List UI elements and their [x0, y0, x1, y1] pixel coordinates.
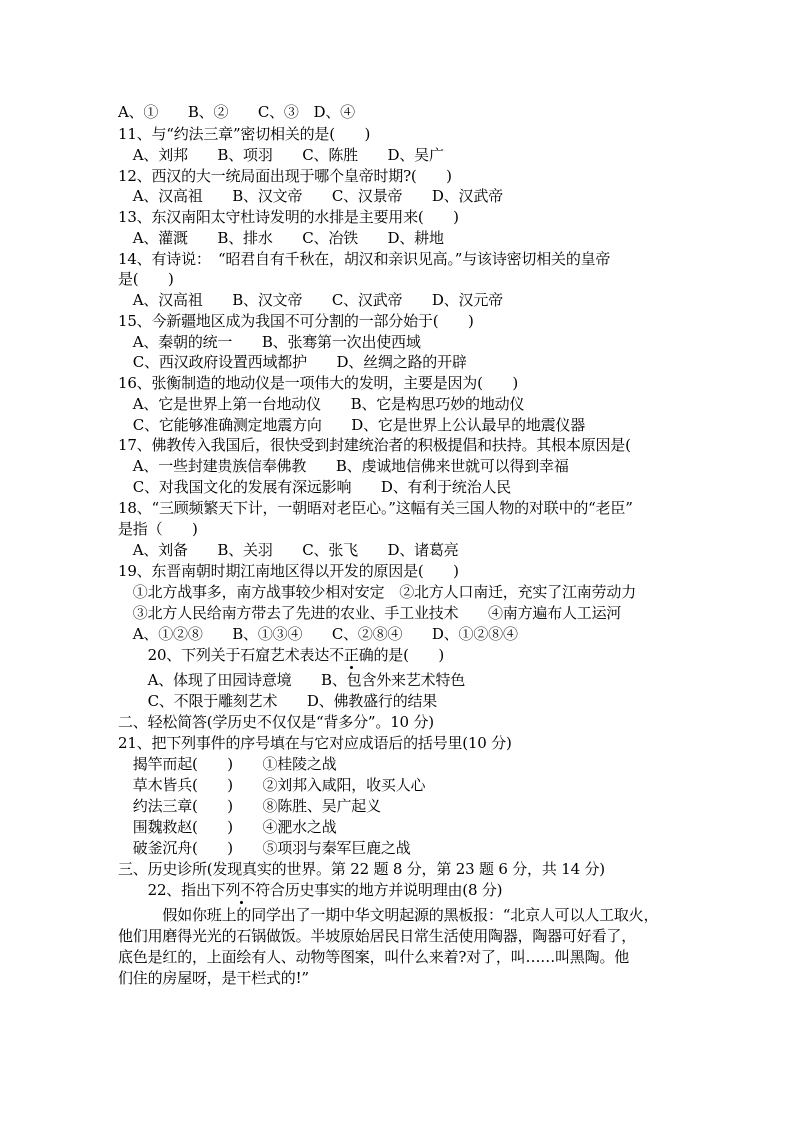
q19-statements-1: ①北方战事多，南方战事较少相对安定 ②北方人口南迁，充实了江南劳动力: [118, 583, 637, 601]
q22-passage-1: 假如你班上的同学出了一期中华文明起源的黑板报：“北京人可以人工取火，: [118, 906, 659, 924]
q10-options: A、① B、② C、③ D、④: [118, 103, 355, 121]
q17-options-ab: A、一些封建贵族信奉佛教 B、虔诚地信佛来世就可以得到幸福: [118, 457, 569, 475]
q22-stem: 22、指出下列不符合历史事实的地方并说明理由(8 分): [118, 881, 503, 899]
q22-passage-2: 他们用磨得光光的石锅做饭。半坡原始居民日常生活使用陶器，陶器可好看了，: [118, 927, 637, 945]
q13-stem: 13、东汉南阳太守杜诗发明的水排是主要用来( ): [118, 208, 459, 226]
q18-options: A、刘备 B、关羽 C、张飞 D、诸葛亮: [118, 541, 459, 559]
q21-row-3: 约法三章( ) ⑧陈胜、吴广起义: [118, 797, 381, 815]
q17-options-cd: C、对我国文化的发展有深远影响 D、有利于统治人民: [118, 478, 512, 496]
q14-options: A、汉高祖 B、汉文帝 C、汉武帝 D、汉元帝: [118, 291, 503, 309]
q19-stem: 19、东晋南朝时期江南地区得以开发的原因是( ): [118, 562, 459, 580]
q15-options-cd: C、西汉政府设置西域都护 D、丝绸之路的开辟: [118, 353, 467, 371]
emphasis-dot: [240, 901, 243, 904]
q14-stem: 14、有诗说： “昭君自有千秋在，胡汉和亲识见高。”与该诗密切相关的皇帝: [118, 250, 611, 268]
q21-row-5: 破釜沉舟( ) ⑤项羽与秦军巨鹿之战: [118, 839, 411, 857]
q11-options: A、刘邦 B、项羽 C、陈胜 D、吴广: [118, 146, 444, 164]
q13-options: A、灌溉 B、排水 C、冶铁 D、耕地: [118, 229, 444, 247]
q12-options: A、汉高祖 B、汉文帝 C、汉景帝 D、汉武帝: [118, 187, 503, 205]
q15-stem: 15、今新疆地区成为我国不可分割的一部分始于( ): [118, 312, 474, 330]
q22-passage-3: 底色是红的，上面绘有人、动物等图案，叫什么来着?对了，叫……叫黑陶。他: [118, 948, 630, 966]
section-3-heading: 三、历史诊所(发现真实的世界。第 22 题 8 分，第 23 题 6 分，共 14 分): [118, 860, 605, 878]
q21-stem: 21、把下列事件的序号填在与它对应成语后的括号里(10 分): [118, 734, 512, 752]
q16-stem: 16、张衡制造的地动仪是一项伟大的发明，主要是因为( ): [118, 374, 518, 392]
q14-stem-cont: 是( ): [118, 270, 174, 288]
q21-row-4: 围魏救赵( ) ④淝水之战: [118, 818, 337, 836]
q21-row-1: 揭竿而起( ) ①桂陵之战: [118, 755, 337, 773]
q20-options-cd: C、不限于雕刻艺术 D、佛教盛行的结果: [118, 692, 438, 710]
q21-row-2: 草木皆兵( ) ②刘邦入咸阳，收买人心: [118, 776, 426, 794]
q17-stem: 17、佛教传入我国后，很快受到封建统治者的积极提倡和扶持。其根本原因是(: [118, 436, 631, 454]
q19-statements-2: ③北方人民给南方带去了先进的农业、手工业技术 ④南方遍布人工运河: [118, 604, 622, 622]
q12-stem: 12、西汉的大一统局面出现于哪个皇帝时期?( ): [118, 167, 452, 185]
q18-stem-cont: 是指（ ): [118, 520, 198, 538]
section-2-heading: 二、轻松简答(学历史不仅仅是“背多分”。10 分): [118, 713, 434, 731]
q16-options-ab: A、它是世界上第一台地动仪 B、它是构思巧妙的地动仪: [118, 395, 525, 413]
q18-stem: 18、“三顾频繁天下计，一朝晤对老臣心。”这幅有关三国人物的对联中的“老臣”: [118, 499, 633, 517]
q20-options-ab: A、体现了田园诗意境 B、包含外来艺术特色: [118, 671, 466, 689]
q19-options: A、①②⑧ B、①③④ C、②⑧④ D、①②⑧④: [118, 625, 518, 643]
q20-stem: 20、下列关于石窟艺术表达不正确的是( ): [118, 646, 444, 664]
q11-stem: 11、与“约法三章”密切相关的是( ): [118, 125, 371, 143]
q16-options-cd: C、它能够准确测定地震方向 D、它是世界上公认最早的地震仪器: [118, 416, 586, 434]
q15-options-ab: A、秦朝的统一 B、张骞第一次出使西域: [118, 333, 421, 351]
q22-passage-4: 们住的房屋呀，是干栏式的!”: [118, 969, 309, 987]
emphasis-dot: [350, 666, 353, 669]
